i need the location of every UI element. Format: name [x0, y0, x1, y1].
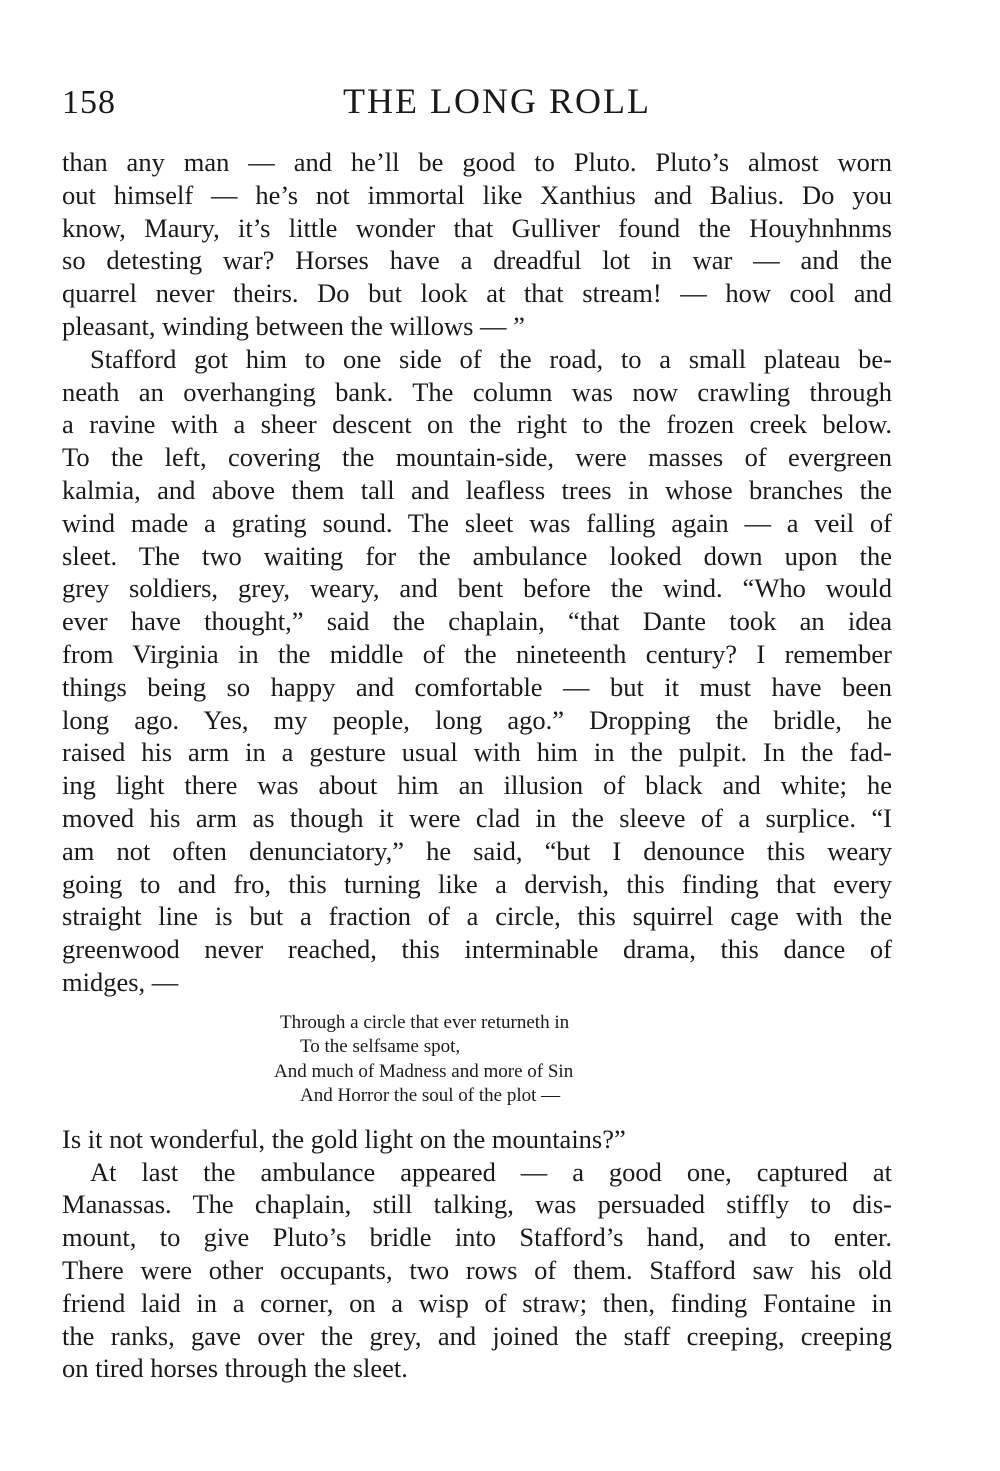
- verse-line: And Horror the soul of the plot —: [300, 1085, 561, 1107]
- text-line: friend laid in a corner, on a wisp of straw; then, finding Fontaine in: [62, 1287, 892, 1318]
- text-line: midges, —: [62, 966, 179, 997]
- text-line: than any man — and he’ll be good to Pluto. Pluto’s almost worn: [62, 147, 892, 177]
- text-line: long ago. Yes, my people, long ago.” Dropping the bridle, he: [62, 704, 892, 735]
- text-line: a ravine with a sheer descent on the right to the frozen creek below.: [62, 409, 892, 440]
- text-line: know, Maury, it’s little wonder that Gulliver found the Houyhnhnms: [62, 212, 892, 243]
- running-title: THE LONG ROLL: [343, 81, 651, 121]
- text-line: ever have thought,” said the chaplain, “that Dante took an idea: [62, 606, 892, 637]
- paragraph-4: [62, 1156, 892, 1386]
- text-line: To the left, covering the mountain-side, were masses of evergreen: [62, 442, 892, 473]
- text-line: grey soldiers, grey, weary, and bent before the wind. “Who would: [62, 573, 892, 604]
- page-body: [62, 146, 892, 1385]
- text-line: ing light there was about him an illusion of black and white; he: [62, 770, 892, 801]
- text-line: from Virginia in the middle of the nineteenth century? I remember: [62, 638, 892, 669]
- text-line: straight line is but a fraction of a circle, this squirrel cage with the: [62, 901, 892, 932]
- text-line: At last the ambulance appeared — a good one, captured at: [90, 1156, 892, 1187]
- text-line: raised his arm in a gesture usual with him in the pulpit. In the fad-: [62, 737, 892, 768]
- text-line: Is it not wonderful, the gold light on the mountains?”: [62, 1123, 626, 1154]
- text-line: greenwood never reached, this interminable drama, this dance of: [62, 934, 892, 965]
- verse-quote: [62, 1011, 892, 1109]
- text-line: moved his arm as though it were clad in the sleeve of a surplice. “I: [62, 802, 892, 833]
- text-line: sleet. The two waiting for the ambulance looked down upon the: [62, 540, 892, 571]
- text-line: Manassas. The chaplain, still talking, was persuaded stiffly to dis-: [62, 1189, 892, 1220]
- verse-line: And much of Madness and more of Sin: [274, 1060, 574, 1082]
- text-line: the ranks, gave over the grey, and joined the staff creeping, creeping: [62, 1320, 892, 1351]
- text-line: wind made a grating sound. The sleet was falling again — a veil of: [62, 507, 892, 538]
- text-line: going to and fro, this turning like a dervish, this finding that every: [62, 868, 892, 899]
- verse-line: Through a circle that ever returneth in: [280, 1011, 570, 1033]
- text-line: so detesting war? Horses have a dreadful lot in war — and the: [62, 245, 892, 276]
- text-line: neath an overhanging bank. The column was now crawling through: [62, 376, 892, 407]
- text-line: pleasant, winding between the willows — ”: [62, 310, 525, 341]
- paragraph-1: [62, 146, 892, 343]
- paragraph-3: [62, 1123, 892, 1156]
- text-line: There were other occupants, two rows of them. Stafford saw his old: [62, 1254, 892, 1285]
- page-header: [62, 80, 892, 128]
- text-line: am not often denunciatory,” he said, “but I denounce this weary: [62, 835, 892, 866]
- text-line: on tired horses through the sleet.: [62, 1353, 408, 1384]
- text-line: quarrel never theirs. Do but look at that stream! — how cool and: [62, 278, 892, 309]
- text-line: out himself — he’s not immortal like Xanthius and Balius. Do you: [62, 179, 892, 210]
- page-number: 158: [62, 84, 116, 121]
- text-line: kalmia, and above them tall and leafless trees in whose branches the: [62, 474, 892, 505]
- verse-line: To the selfsame spot,: [300, 1036, 461, 1058]
- text-line: things being so happy and comfortable — but it must have been: [62, 671, 892, 702]
- text-line: Stafford got him to one side of the road, to a small plateau be-: [90, 343, 892, 374]
- text-line: mount, to give Pluto’s bridle into Stafford’s hand, and to enter.: [62, 1222, 892, 1253]
- paragraph-2: [62, 343, 892, 999]
